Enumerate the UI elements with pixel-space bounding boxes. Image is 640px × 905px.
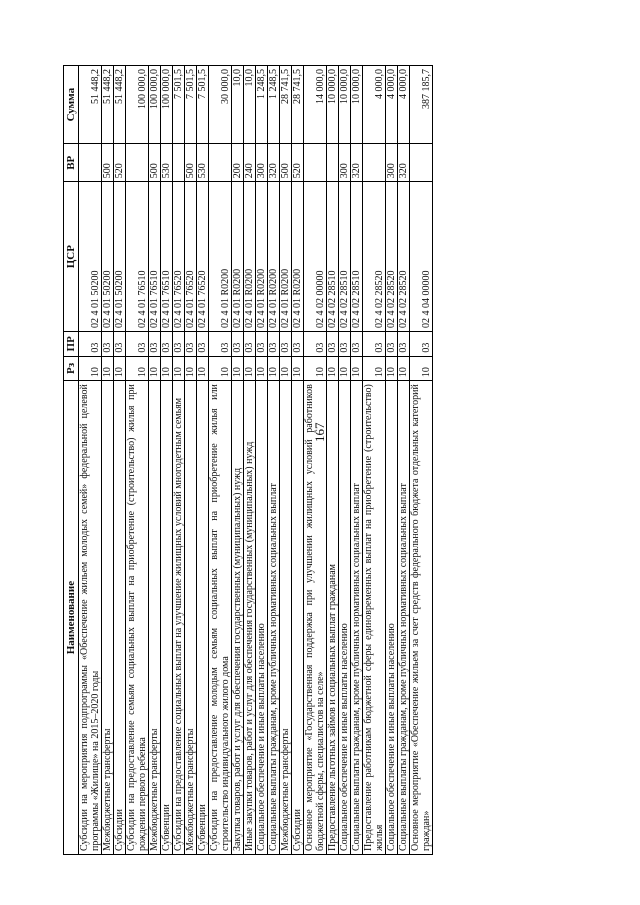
cell-name: Субсидии на предоставление молодым семьям социальных выплат на приобретение жилья или строительство индивидуального жилого дома [209, 381, 232, 855]
cell-sum: 10 000,0 [351, 66, 363, 144]
cell-name: Межбюджетные трансферты [280, 381, 292, 855]
cell-vr [363, 144, 386, 182]
cell-pr: 03 [185, 332, 197, 357]
header-name: Наименование [64, 381, 79, 855]
header-sum: Сумма [64, 66, 79, 144]
cell-pr: 03 [173, 332, 185, 357]
table-row [126, 66, 149, 855]
cell-vr [173, 144, 185, 182]
cell-vr: 300 [386, 144, 398, 182]
cell-vr: 500 [185, 144, 197, 182]
cell-pr: 03 [114, 332, 126, 357]
cell-sum: 28 741,5 [280, 66, 292, 144]
cell-rz: 10 [268, 356, 280, 381]
table-row [232, 66, 244, 855]
cell-rz: 10 [161, 356, 173, 381]
cell-vr: 500 [280, 144, 292, 182]
cell-pr: 03 [232, 332, 244, 357]
cell-name: Межбюджетные трансферты [149, 381, 161, 855]
table-row [197, 66, 209, 855]
header-vr: ВР [64, 144, 79, 182]
cell-pr: 03 [244, 332, 256, 357]
table-row [102, 66, 114, 855]
cell-pr: 03 [209, 332, 232, 357]
cell-vr: 530 [161, 144, 173, 182]
cell-pr: 03 [268, 332, 280, 357]
cell-csr: 02 4 01 50200 [102, 182, 114, 332]
cell-rz: 10 [386, 356, 398, 381]
cell-vr [410, 144, 433, 182]
cell-vr [79, 144, 102, 182]
cell-csr: 02 4 01 76520 [173, 182, 185, 332]
cell-vr [304, 144, 327, 182]
header-pr: ПР [64, 332, 79, 357]
cell-sum: 10,0 [244, 66, 256, 144]
cell-vr: 530 [197, 144, 209, 182]
cell-csr: 02 4 04 00000 [410, 182, 433, 332]
table-row [386, 66, 398, 855]
cell-pr: 03 [256, 332, 268, 357]
cell-name: Социальное обеспечение и иные выплаты населению [256, 381, 268, 855]
cell-rz: 10 [244, 356, 256, 381]
cell-sum: 1 248,5 [256, 66, 268, 144]
cell-rz: 10 [173, 356, 185, 381]
cell-pr: 03 [102, 332, 114, 357]
cell-name: Субвенции [197, 381, 209, 855]
table-row [209, 66, 232, 855]
page-number: 167 [312, 422, 327, 442]
cell-sum: 100 000,0 [126, 66, 149, 144]
cell-csr: 02 4 02 28510 [327, 182, 339, 332]
cell-vr [327, 144, 339, 182]
table-header-row [64, 66, 79, 855]
cell-sum: 10 000,0 [339, 66, 351, 144]
cell-sum: 100 000,0 [161, 66, 173, 144]
table-row [292, 66, 304, 855]
cell-rz: 10 [185, 356, 197, 381]
cell-vr [126, 144, 149, 182]
cell-vr: 500 [102, 144, 114, 182]
cell-vr: 300 [256, 144, 268, 182]
cell-pr: 03 [79, 332, 102, 357]
cell-name: Основное мероприятие «Обеспечение жильем за счет средств федерального бюджета отдельных категорий граждан» [410, 381, 433, 855]
cell-vr: 320 [268, 144, 280, 182]
cell-sum: 7 501,5 [173, 66, 185, 144]
cell-csr: 02 4 02 28520 [363, 182, 386, 332]
cell-vr: 240 [244, 144, 256, 182]
cell-csr: 02 4 01 R0200 [280, 182, 292, 332]
cell-sum: 1 248,5 [268, 66, 280, 144]
cell-csr: 02 4 02 28520 [398, 182, 410, 332]
cell-csr: 02 4 01 R0200 [256, 182, 268, 332]
table-row [244, 66, 256, 855]
cell-name: Социальное обеспечение и иные выплаты населению [386, 381, 398, 855]
table-row [327, 66, 339, 855]
cell-rz: 10 [280, 356, 292, 381]
cell-rz: 10 [149, 356, 161, 381]
cell-name: Социальное обеспечение и иные выплаты населению [339, 381, 351, 855]
budget-table [63, 65, 433, 855]
cell-name: Закупка товаров, работ и услуг для обеспечения государственных (муниципальных) нужд [232, 381, 244, 855]
table-row [114, 66, 126, 855]
cell-name: Основное мероприятие «Государственная поддержка при улучшении жилищных условий работников бюджетной сферы, специалистов на селе» [304, 381, 327, 855]
cell-sum: 51 448,2 [102, 66, 114, 144]
cell-rz: 10 [126, 356, 149, 381]
header-csr: ЦСР [64, 182, 79, 332]
cell-name: Межбюджетные трансферты [102, 381, 114, 855]
cell-vr: 320 [351, 144, 363, 182]
cell-rz: 10 [327, 356, 339, 381]
cell-csr: 02 4 02 00000 [304, 182, 327, 332]
cell-csr: 02 4 02 28510 [339, 182, 351, 332]
cell-rz: 10 [292, 356, 304, 381]
cell-name: Социальные выплаты гражданам, кроме публичных нормативных социальных выплат [398, 381, 410, 855]
cell-sum: 14 000,0 [304, 66, 327, 144]
cell-sum: 4 000,0 [363, 66, 386, 144]
cell-rz: 10 [363, 356, 386, 381]
cell-rz: 10 [256, 356, 268, 381]
table-row [339, 66, 351, 855]
cell-csr: 02 4 01 R0200 [244, 182, 256, 332]
cell-pr: 03 [351, 332, 363, 357]
cell-sum: 51 448,2 [79, 66, 102, 144]
cell-rz: 10 [232, 356, 244, 381]
table-row [173, 66, 185, 855]
cell-csr: 02 4 01 50200 [79, 182, 102, 332]
cell-pr: 03 [339, 332, 351, 357]
cell-rz: 10 [79, 356, 102, 381]
cell-pr: 03 [386, 332, 398, 357]
table-row [79, 66, 102, 855]
table-row [304, 66, 327, 855]
cell-csr: 02 4 02 28520 [386, 182, 398, 332]
cell-name: Социальные выплаты гражданам, кроме публичных нормативных социальных выплат [351, 381, 363, 855]
cell-csr: 02 4 01 R0200 [232, 182, 244, 332]
cell-rz: 10 [410, 356, 433, 381]
cell-sum: 4 000,0 [398, 66, 410, 144]
cell-vr: 520 [292, 144, 304, 182]
cell-rz: 10 [102, 356, 114, 381]
cell-name: Субсидии [292, 381, 304, 855]
cell-rz: 10 [398, 356, 410, 381]
cell-pr: 03 [410, 332, 433, 357]
cell-vr: 500 [149, 144, 161, 182]
table-row [268, 66, 280, 855]
cell-csr: 02 4 01 76510 [149, 182, 161, 332]
cell-name: Субсидии на предоставление социальных выплат на улучшение жилищных условий многодетным семьям [173, 381, 185, 855]
cell-name: Субсидии на мероприятия подпрограммы «Обеспечение жильем молодых семей» федеральной целевой программы «Жилище» на 2015–2020 годы [79, 381, 102, 855]
cell-rz: 10 [209, 356, 232, 381]
cell-pr: 03 [126, 332, 149, 357]
cell-vr: 520 [114, 144, 126, 182]
cell-name: Социальные выплаты гражданам, кроме публичных нормативных социальных выплат [268, 381, 280, 855]
cell-name: Субвенции [161, 381, 173, 855]
table-row [256, 66, 268, 855]
cell-pr: 03 [149, 332, 161, 357]
cell-sum: 4 000,0 [386, 66, 398, 144]
cell-sum: 51 448,2 [114, 66, 126, 144]
cell-name: Иные закупки товаров, работ и услуг для обеспечения государственных (муниципальных) нужд [244, 381, 256, 855]
cell-pr: 03 [304, 332, 327, 357]
cell-csr: 02 4 01 76510 [126, 182, 149, 332]
header-rz: Рз [64, 356, 79, 381]
cell-sum: 28 741,5 [292, 66, 304, 144]
cell-csr: 02 4 01 76520 [197, 182, 209, 332]
table-row [410, 66, 433, 855]
cell-pr: 03 [161, 332, 173, 357]
cell-csr: 02 4 01 50200 [114, 182, 126, 332]
cell-rz: 10 [304, 356, 327, 381]
cell-rz: 10 [114, 356, 126, 381]
cell-csr: 02 4 01 R0200 [268, 182, 280, 332]
table-body [79, 66, 433, 855]
rotated-table-wrapper [63, 65, 568, 855]
cell-vr: 300 [339, 144, 351, 182]
table-row [185, 66, 197, 855]
cell-pr: 03 [197, 332, 209, 357]
cell-sum: 100 000,0 [149, 66, 161, 144]
cell-sum: 10 000,0 [327, 66, 339, 144]
cell-pr: 03 [327, 332, 339, 357]
cell-pr: 03 [280, 332, 292, 357]
table-row [363, 66, 386, 855]
cell-csr: 02 4 01 R0200 [292, 182, 304, 332]
cell-name: Межбюджетные трансферты [185, 381, 197, 855]
cell-name: Предоставление льготных займов и социальных выплат гражданам [327, 381, 339, 855]
cell-vr: 200 [232, 144, 244, 182]
cell-csr: 02 4 02 28510 [351, 182, 363, 332]
cell-csr: 02 4 01 76510 [161, 182, 173, 332]
cell-sum: 30 000,0 [209, 66, 232, 144]
table-row [280, 66, 292, 855]
cell-sum: 7 501,5 [197, 66, 209, 144]
cell-name: Субсидии [114, 381, 126, 855]
cell-sum: 7 501,5 [185, 66, 197, 144]
cell-name: Предоставление работникам бюджетной сферы единовременных выплат на приобретение (строительство) жилья [363, 381, 386, 855]
cell-rz: 10 [197, 356, 209, 381]
cell-name: Субсидии на предоставление семьям социальных выплат на приобретение (строительство) жилья при рождении первого ребенка [126, 381, 149, 855]
cell-rz: 10 [351, 356, 363, 381]
table-row [149, 66, 161, 855]
table-row [161, 66, 173, 855]
cell-sum: 10,0 [232, 66, 244, 144]
cell-csr: 02 4 01 R0200 [209, 182, 232, 332]
cell-pr: 03 [292, 332, 304, 357]
cell-pr: 03 [363, 332, 386, 357]
table-row [398, 66, 410, 855]
cell-sum: 387 185,7 [410, 66, 433, 144]
cell-csr: 02 4 01 76520 [185, 182, 197, 332]
table-row [351, 66, 363, 855]
cell-vr: 320 [398, 144, 410, 182]
cell-pr: 03 [398, 332, 410, 357]
cell-vr [209, 144, 232, 182]
cell-rz: 10 [339, 356, 351, 381]
